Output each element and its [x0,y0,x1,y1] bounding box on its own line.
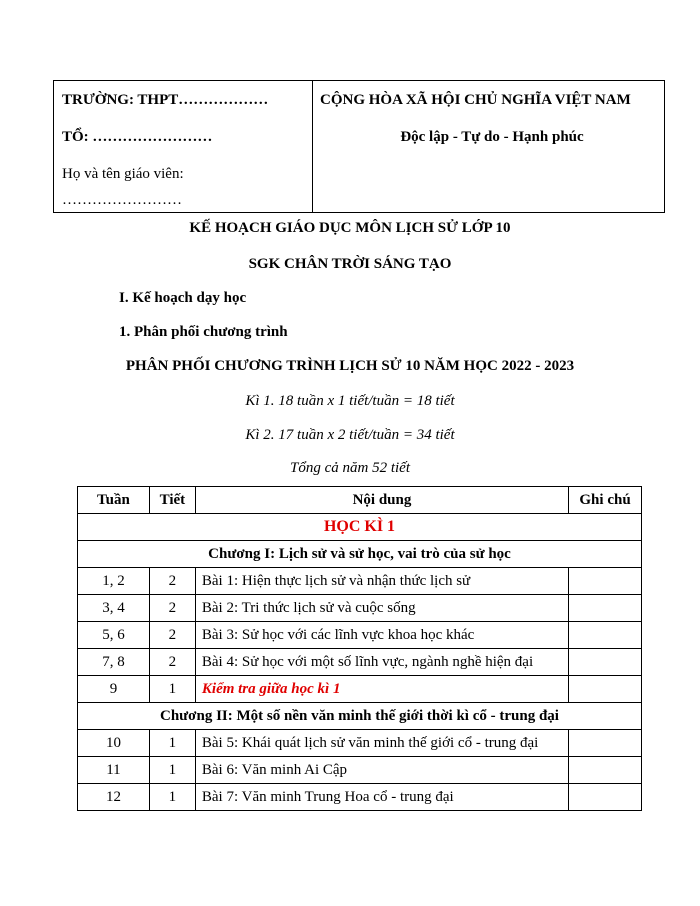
cell-noidung: Bài 5: Khái quát lịch sử văn minh thế giới cổ - trung đại [195,730,568,757]
chapter-1-label: Chương I: Lịch sử và sử học, vai trò của sử học [78,541,642,568]
table-row [78,757,642,784]
cell-ghichu [569,784,642,811]
cell-tuan: 12 [78,784,150,811]
cell-ghichu [569,595,642,622]
textbook-title: SGK CHÂN TRỜI SÁNG TẠO [248,256,452,272]
table-header-row [78,487,642,514]
table-row [78,784,642,811]
teacher-value: …………………… [62,192,182,208]
table-row [78,649,642,676]
exam-label: Kiểm tra giữa học kì 1 [195,676,568,703]
school-name: TRƯỜNG: THPT……………… [62,92,269,108]
cell-noidung: Bài 1: Hiện thực lịch sử và nhận thức lịch sử [195,568,568,595]
cell-tuan: 10 [78,730,150,757]
cell-ghichu [569,676,642,703]
cell-noidung: Bài 6: Văn minh Ai Cập [195,757,568,784]
table-row [78,595,642,622]
nation-title: CỘNG HÒA XÃ HỘI CHỦ NGHĨA VIỆT NAM [320,92,631,108]
semester-row [78,514,642,541]
cell-ghichu [569,757,642,784]
cell-ghichu [569,649,642,676]
cell-tuan: 3, 4 [78,595,150,622]
cell-tiet: 2 [149,595,195,622]
cell-ghichu [569,568,642,595]
motto: Độc lập - Tự do - Hạnh phúc [400,129,584,145]
header-tuan: Tuần [78,487,150,514]
program-table [77,486,642,811]
cell-noidung: Bài 4: Sử học với một số lĩnh vực, ngành nghề hiện đại [195,649,568,676]
cell-ghichu [569,622,642,649]
program-title: PHÂN PHỐI CHƯƠNG TRÌNH LỊCH SỬ 10 NĂM HỌC 2022 - 2023 [125,358,575,374]
cell-tiet: 1 [149,784,195,811]
chapter-row [78,541,642,568]
chapter-row [78,703,642,730]
cell-tiet: 1 [149,757,195,784]
cell-tiet: 2 [149,622,195,649]
exam-row [78,676,642,703]
header-ghichu: Ghi chú [569,487,642,514]
cell-noidung: Bài 7: Văn minh Trung Hoa cổ - trung đại [195,784,568,811]
term-1-info: Kì 1. 18 tuần x 1 tiết/tuần = 18 tiết [245,393,455,409]
cell-tuan: 5, 6 [78,622,150,649]
semester-label: HỌC KÌ 1 [78,514,642,541]
team-name: TỔ: …………………… [62,129,213,145]
total-info: Tổng cả năm 52 tiết [290,460,410,476]
teacher-label: Họ và tên giáo viên: [62,166,184,182]
header-tiet: Tiết [149,487,195,514]
header-noidung: Nội dung [195,487,568,514]
cell-ghichu [569,730,642,757]
nation-info [313,81,664,212]
cell-tiet: 1 [149,730,195,757]
table-row [78,622,642,649]
cell-tiet: 2 [149,649,195,676]
cell-noidung: Bài 2: Tri thức lịch sử và cuộc sống [195,595,568,622]
cell-tuan: 1, 2 [78,568,150,595]
header-box [53,80,665,213]
cell-tiet: 1 [149,676,195,703]
school-info [54,81,313,212]
table-row [78,568,642,595]
chapter-2-label: Chương II: Một số nền văn minh thế giới thời kì cổ - trung đại [78,703,642,730]
cell-tuan: 7, 8 [78,649,150,676]
cell-tiet: 2 [149,568,195,595]
cell-noidung: Bài 3: Sử học với các lĩnh vực khoa học khác [195,622,568,649]
table-row [78,730,642,757]
term-2-info: Kì 2. 17 tuần x 2 tiết/tuần = 34 tiết [245,427,455,443]
section-heading: I. Kế hoạch dạy học [119,290,247,306]
cell-tuan: 9 [78,676,150,703]
plan-title: KẾ HOẠCH GIÁO DỤC MÔN LỊCH SỬ LỚP 10 [189,220,511,236]
subsection-heading: 1. Phân phối chương trình [119,324,288,340]
cell-tuan: 11 [78,757,150,784]
